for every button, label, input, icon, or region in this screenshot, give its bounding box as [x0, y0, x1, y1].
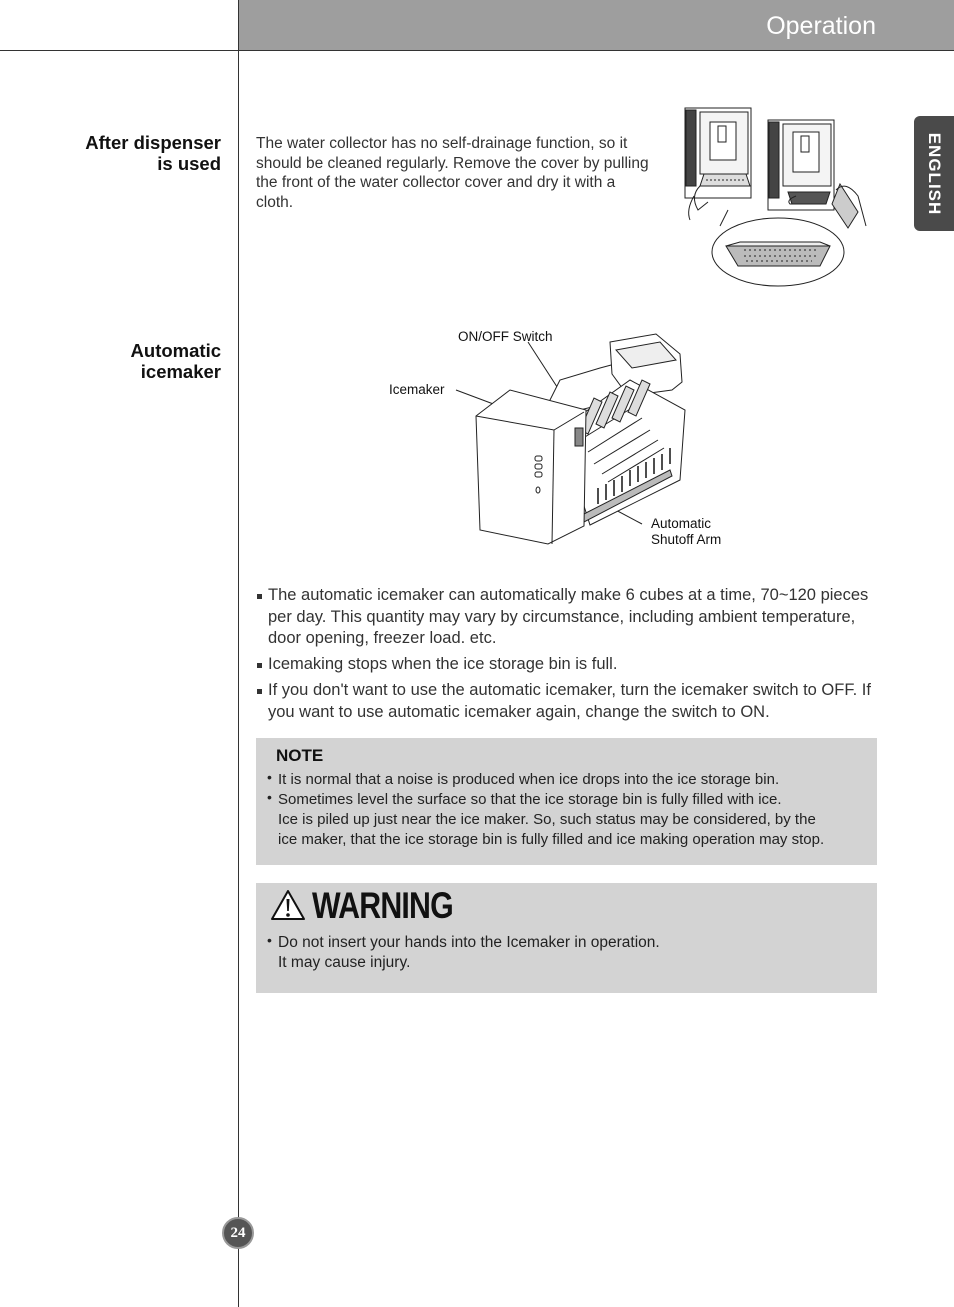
dispenser-paragraph: The water collector has no self-drainage function, so it should be cleaned regularly. Remove the cover by pulling the front of the water collector cover and dry it with a cloth. — [256, 135, 649, 211]
note-box — [256, 738, 877, 865]
bullet-item: If you don't want to use the automatic icemaker, turn the icemaker switch to OFF. If you want to use automatic icemaker again, change the switch to ON. — [256, 680, 881, 723]
note-item — [266, 770, 866, 790]
header-bar — [239, 0, 954, 50]
note-items — [266, 770, 866, 850]
warning-items — [266, 933, 866, 973]
header-rule — [0, 50, 954, 51]
language-label: ENGLISH — [925, 132, 944, 215]
note-item-text: ice maker, that the ice storage bin is fully filled and ice making operation may stop. — [278, 831, 825, 848]
shutoff-arm-label-line2: Shutoff Arm — [651, 532, 722, 547]
dispenser-heading-line2: is used — [157, 153, 221, 174]
bullet-item: Icemaking stops when the ice storage bin is full. — [256, 654, 881, 676]
icemaker-heading-line1: Automatic — [130, 340, 221, 361]
icemaker-label: Icemaker — [389, 382, 445, 397]
dispenser-heading — [85, 132, 221, 174]
page-number-badge: 24 — [222, 1217, 254, 1249]
language-tab — [914, 116, 954, 231]
shutoff-arm-label — [651, 516, 721, 548]
icemaker-bullets — [256, 585, 881, 728]
warning-item-text: • Do not insert your hands into the Icemaker in operation. — [278, 934, 660, 951]
warning-item-text: It may cause injury. — [278, 954, 411, 971]
page-section-title: Operation — [766, 12, 876, 40]
note-item-text: Ice is piled up just near the ice maker. So, such status may be considered, by the — [278, 811, 816, 828]
shutoff-arm-label-line1: Automatic — [651, 516, 712, 531]
icemaker-heading — [131, 340, 221, 382]
warning-box — [256, 883, 877, 993]
dispenser-heading-line1: After dispenser — [85, 132, 221, 153]
switch-label: ON/OFF Switch — [458, 329, 553, 344]
icemaker-heading-line2: icemaker — [140, 361, 221, 382]
note-item-text: It is normal that a noise is produced when ice drops into the ice storage bin. — [278, 771, 780, 788]
water-collector-illustration — [680, 100, 870, 290]
warning-triangle-icon — [270, 889, 306, 921]
note-item-text: • Sometimes level the surface so that the ice storage bin is fully filled with ice. — [278, 791, 782, 808]
warning-item — [266, 933, 866, 973]
margin-rule — [238, 0, 239, 1307]
warning-title: WARNING — [312, 885, 453, 926]
bullet-item: The automatic icemaker can automatically make 6 cubes at a time, 70~120 pieces per day. This quantity may vary by circumstance, including ambient temperature, door opening, freezer load. etc. — [256, 585, 881, 650]
note-title: NOTE — [276, 746, 324, 765]
note-item — [266, 790, 866, 850]
